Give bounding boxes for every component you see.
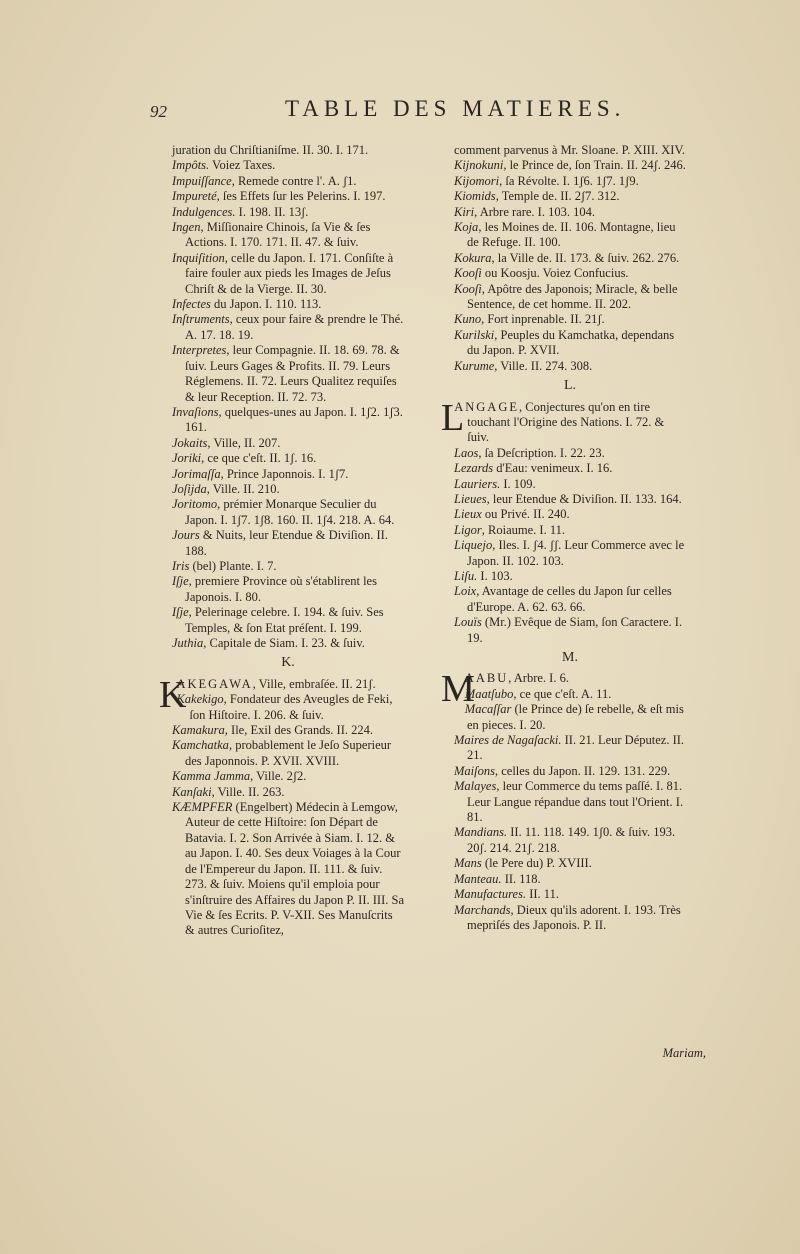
entry-head: Kooſi (454, 281, 482, 296)
index-entry (454, 887, 686, 902)
entry-head: Iſje (172, 605, 189, 620)
page-number: 92 (150, 102, 167, 121)
entry-head: Malayes (454, 779, 497, 794)
entry-text: , la Ville de. II. 173. & ſuiv. 262. 276. (491, 250, 680, 265)
entry-text: II. 118. (501, 871, 541, 886)
entries-k (172, 692, 404, 939)
entry-head: Liquejo (454, 538, 493, 553)
entry-head: Lieux (454, 507, 482, 522)
entries-m (454, 687, 686, 934)
entry-text: , ce que c'eſt. A. 11. (513, 686, 612, 701)
index-entry (172, 451, 404, 466)
index-entry (454, 204, 686, 220)
entry-head: Inſtruments (172, 312, 230, 327)
entry-text: , prémier Monarque Seculier du Japon. I. 1ʃ7. 1ʃ8. 160. II. 1ʃ4. 218. A. 64. (185, 497, 395, 527)
entry-head: Juthia (172, 636, 204, 650)
entry-text: juration du Chriſtianiſme. II. 30. I. 171. (172, 143, 369, 157)
entry-text: , Ile, Exil des Grands. II. 224. (224, 723, 374, 738)
index-entry (454, 327, 686, 359)
index-entry (172, 204, 404, 220)
entry-head: Ligor (454, 522, 482, 537)
index-entry (454, 615, 686, 646)
entry-head: Louïs (454, 615, 482, 630)
entry-text: , Arbre. I. 6. (508, 671, 569, 686)
index-entry-first-l (441, 396, 686, 446)
index-entry (454, 733, 686, 764)
entry-text: , Miſſionaire Chinois, ſa Vie & ſes Actions. I. 170. 171. II. 47. & ſuiv. (185, 220, 371, 250)
entry-caps: AABU (464, 671, 509, 686)
index-entry (172, 636, 404, 651)
entry-text: ou Privé. II. 240. (481, 507, 570, 522)
index-entry (454, 358, 686, 374)
entry-head: Maires de Nagaſacki. (454, 733, 562, 748)
entry-text: , les Moines de. II. 106. Montagne, lieu de Refuge. II. 100. (467, 220, 676, 250)
entry-head: Maiſons (454, 763, 495, 778)
index-entry (454, 143, 686, 158)
section-heading-l: L. (563, 378, 577, 394)
entry-head: Kuno (454, 312, 482, 327)
entry-text: , premiere Province où s'établirent les Japonois. I. 80. (185, 574, 377, 604)
entry-text: , ceux pour faire & prendre le Thé. A. 17. 18. 19. (185, 312, 404, 342)
section-heading-m: M. (562, 650, 578, 665)
index-entry (454, 763, 686, 779)
index-entry (454, 189, 686, 204)
entry-text: , Remede contre l'. A. ʃ1. (231, 173, 357, 188)
entry-text: (Engelbert) Médecin à Lemgow, Auteur de cette Hiſtoire: ſon Départ de Batavia. I. 2. Son Arrivée à Siam. I. 12. & au Japon. I. 40. Ses deux Voiages à la Cour de l'Empereur du Japon. II. 111. & ſuiv. 273. & ſuiv. Moiens qu'il emploia pour s'inſtruire des Affaires du Japon P. II. III. Sa Vie & ſes Ecrits. P. V-XII. Ses Manuſcrits & autres Curioſitez, (185, 800, 404, 938)
index-entry (454, 779, 686, 825)
entry-caps: ANGAGE (454, 399, 519, 414)
entry-text: , leur Compagnie. II. 18. 69. 78. & ſuiv. Leurs Gages & Profits. II. 79. Leurs Réglemens. II. 72. Leurs Qualitez requiſes & leur Reception. II. 72. 73. (185, 343, 400, 404)
entry-text: , Ville. II. 263. (211, 784, 285, 799)
index-entry (172, 189, 404, 204)
entry-head: Lezards (454, 461, 494, 476)
entry-text: (le Prince de) ſe rebelle, & eſt mis en pieces. I. 20. (467, 702, 684, 732)
index-entry (172, 723, 404, 738)
entry-text: , Conjectures qu'on en tire touchant l'Origine des Nations. I. 72. & ſuiv. (467, 399, 665, 445)
entry-text: , Prince Japonnois. I. 1ʃ7. (220, 466, 349, 481)
index-entry (454, 522, 686, 538)
entry-head: Impôts. (172, 158, 210, 173)
index-entry (454, 445, 686, 461)
index-entry (172, 343, 404, 405)
index-entry (172, 173, 404, 189)
index-entry (172, 558, 404, 574)
entry-text: (Mr.) Evêque de Siam, ſon Caractere. I. 19. (467, 615, 683, 645)
entry-head: Kurume (454, 358, 495, 373)
entry-head: Ingen (172, 220, 201, 235)
entry-text: , Ville. 2ʃ2. (250, 769, 307, 784)
entry-caps: AKEGAWA (176, 676, 253, 691)
index-entry (172, 784, 404, 800)
entry-head: Jokaits (172, 435, 208, 450)
index-entry (172, 435, 404, 451)
entry-text: , ſes Effets ſur les Pelerins. I. 197. (216, 189, 386, 204)
entry-text: II. 11. (526, 887, 559, 902)
entry-head: Jours (172, 528, 200, 543)
entry-text: , Ville. II. 274. 308. (494, 358, 593, 373)
index-entry (454, 902, 686, 934)
entry-head: Infectes (172, 297, 211, 312)
entry-text: , Pelerinage celebre. I. 194. & ſuiv. Ses Temples, & ſon Etat préſent. I. 199. (185, 605, 384, 635)
index-entry (454, 158, 686, 173)
index-entry (454, 312, 686, 327)
entry-text: , ce que c'eſt. II. 1ʃ. 16. (201, 451, 317, 466)
entry-text: , Fondateur des Aveugles de Feki, ſon Hiſtoire. I. 206. & ſuiv. (189, 692, 393, 722)
entry-text: , Arbre rare. I. 103. 104. (474, 204, 595, 219)
entry-text: , Capitale de Siam. I. 23. & ſuiv. (203, 636, 365, 650)
entry-text: , Ville. II. 210. (206, 481, 280, 496)
entry-text: (bel) Plante. I. 7. (189, 558, 277, 573)
index-entry (454, 856, 686, 871)
entry-head: Iſje (172, 574, 189, 589)
index-entry (454, 250, 686, 266)
entry-head: Kamchatka (172, 738, 229, 753)
entry-text: , Dieux qu'ils adorent. I. 193. Très mepriſés des Japonois. P. II. (467, 902, 681, 932)
entry-head: Mandians. (454, 825, 508, 840)
entry-text: , Peuples du Kamchatka, dependans du Japon. P. XVII. (467, 327, 675, 358)
entry-head: Indulgences. (172, 204, 236, 219)
index-entry (172, 605, 404, 636)
index-entry (172, 738, 404, 769)
index-entry (172, 220, 404, 251)
index-entry (172, 143, 404, 158)
entry-head: Kijnokuni (454, 158, 504, 173)
entry-text: I. 198. II. 13ʃ. (235, 204, 309, 219)
entry-head: Kurilski (454, 327, 495, 342)
entry-text: II. 21. Leur Députez. II. 21. (467, 733, 685, 763)
entry-text: Voiez Taxes. (209, 158, 276, 173)
entry-head: Kijomori (454, 173, 500, 188)
index-entry (172, 800, 404, 939)
index-entry (454, 461, 686, 476)
index-entry (454, 507, 686, 522)
entry-head: Koja (454, 220, 479, 235)
entry-head: Maatſubo (464, 686, 514, 701)
index-entry (454, 871, 686, 887)
entry-text: , Ville, II. 207. (207, 435, 281, 450)
entry-text: du Japon. I. 110. 113. (210, 297, 322, 312)
entry-head: Mans (454, 856, 482, 871)
entry-head: Liſu. (454, 568, 478, 583)
entry-head: Kakekigo (176, 692, 224, 707)
entry-text: , Roiaume. I. 11. (481, 522, 565, 537)
entry-text: , Iles. I. ʃ4. ʃʃ. Leur Commerce avec le Japon. II. 102. 103. (467, 538, 685, 568)
index-entry (454, 491, 686, 507)
index-entry (172, 158, 404, 173)
entry-text: II. 11. 118. 149. 1ʃ0. & ſuiv. 193. 20ʃ. 214. 21ʃ. 218. (467, 825, 676, 855)
entry-head: Kamma Jamma (172, 769, 251, 784)
entry-text: , Apôtre des Japonois; Miracle, & belle Sentence, de cet homme. II. 202. (467, 281, 678, 312)
entry-head: Interpretes (172, 343, 227, 358)
entry-head: Macaſſar (464, 702, 512, 717)
index-entry (172, 497, 404, 528)
index-entry (454, 281, 686, 313)
entry-text: , ſa Deſcription. I. 22. 23. (478, 445, 605, 460)
entry-text: ou Koosju. Voiez Confucius. (481, 266, 629, 281)
entry-head: Laos (454, 445, 479, 460)
entry-text: , quelques-unes au Japon. I. 1ʃ2. 1ʃ3. 161. (185, 404, 403, 435)
entry-head: Inquiſition (172, 250, 225, 265)
catchword: Mariam, (662, 1046, 706, 1060)
entry-head: Joſijda (172, 481, 207, 496)
right-column (441, 143, 686, 933)
drop-cap: L (441, 396, 465, 439)
index-entry (454, 173, 686, 189)
left-column (159, 143, 404, 939)
entry-head: Joriki (172, 451, 202, 466)
entry-head: Iris (172, 558, 190, 573)
entry-text: , probablement le Jeſo Superieur des Japonnois. P. XVII. XVIII. (185, 738, 392, 768)
index-entry (454, 568, 686, 584)
entry-text: comment parvenus à Mr. Sloane. P. XIII. XIV. (454, 143, 685, 157)
entry-head: KÆMPFER (172, 800, 233, 815)
entry-head: Kanſaki (172, 784, 212, 799)
entry-head: Kiri (454, 204, 475, 219)
entry-head: Kooſi (454, 266, 482, 281)
drop-cap: K (159, 673, 187, 716)
entry-text: , ſa Révolte. I. 1ʃ6. 1ʃ7. 1ʃ9. (499, 173, 639, 188)
entries-i (172, 143, 404, 436)
index-entry (172, 312, 404, 343)
entry-text: I. 103. (477, 568, 513, 583)
entry-head: Kamakura (172, 723, 225, 738)
entry-text: , celle du Japon. I. 171. Conſiſte à faire fouler aux pieds les Images de Jeſus Chriſt & de la Vierge. II. 30. (185, 250, 394, 296)
index-entry (172, 574, 404, 605)
entry-text: , leur Commerce du tems paſſé. I. 81. Leur Langue répandue dans tout l'Orient. I. 81. (467, 779, 684, 825)
index-entry (454, 266, 686, 281)
entry-head: Manteau. (454, 871, 502, 886)
entry-text: , le Prince de, ſon Train. II. 24ʃ. 246. (503, 158, 686, 173)
index-entry (454, 220, 686, 251)
entry-text: I. 109. (500, 476, 536, 491)
entry-text: , Temple de. II. 2ʃ7. 312. (495, 189, 620, 204)
entry-head: Marchands (454, 902, 511, 917)
index-entry (172, 481, 404, 497)
entries-l (454, 446, 686, 646)
index-entry (464, 702, 686, 733)
entry-head: Kiomids (454, 189, 496, 204)
index-entry (172, 769, 404, 784)
entry-head: Invaſions (172, 404, 219, 419)
index-entry (172, 250, 404, 297)
entry-text: & Nuits, leur Etendue & Diviſion. II. 188. (185, 528, 388, 558)
index-entry (454, 825, 686, 856)
entry-head: Loix (454, 584, 477, 599)
index-entry (454, 476, 686, 492)
page-header (0, 96, 800, 130)
entry-head: Lieues (454, 491, 487, 506)
index-entry (176, 692, 404, 723)
entry-text: d'Eau: venimeux. I. 16. (493, 461, 613, 476)
drop-cap: M (441, 668, 475, 711)
index-entry (172, 404, 404, 436)
entry-text: , Fort inprenable. II. 21ʃ. (481, 312, 605, 327)
entry-text: (le Pere du) P. XVIII. (481, 856, 592, 871)
section-heading-k: K. (281, 655, 295, 671)
entry-head: Kokura (454, 250, 492, 265)
entry-head: Joritomo (172, 497, 218, 512)
entries-k-continued (454, 143, 686, 374)
index-entry (172, 528, 404, 559)
index-entry (172, 466, 404, 482)
entry-head: Jorimaſſa (172, 466, 221, 481)
index-entry (464, 686, 686, 702)
entry-text: , Avantage de celles du Japon ſur celles d'Europe. A. 62. 63. 66. (467, 584, 672, 614)
index-entry (454, 538, 686, 569)
entries-j (172, 436, 404, 652)
entry-head: Manufactures. (454, 887, 527, 902)
running-title: TABLE DES MATIERES. (285, 96, 626, 121)
entry-text: , leur Etendue & Diviſion. II. 133. 164. (486, 491, 682, 506)
entry-head: Lauriers. (454, 476, 501, 491)
index-entry (172, 297, 404, 312)
entry-text: , Ville, embraſée. II. 21ʃ. (252, 676, 376, 691)
entry-head: Impureté (172, 189, 217, 204)
entry-text: , celles du Japon. II. 129. 131. 229. (494, 763, 671, 778)
entry-head: Impuiſſance (172, 173, 232, 188)
index-entry (454, 584, 686, 615)
